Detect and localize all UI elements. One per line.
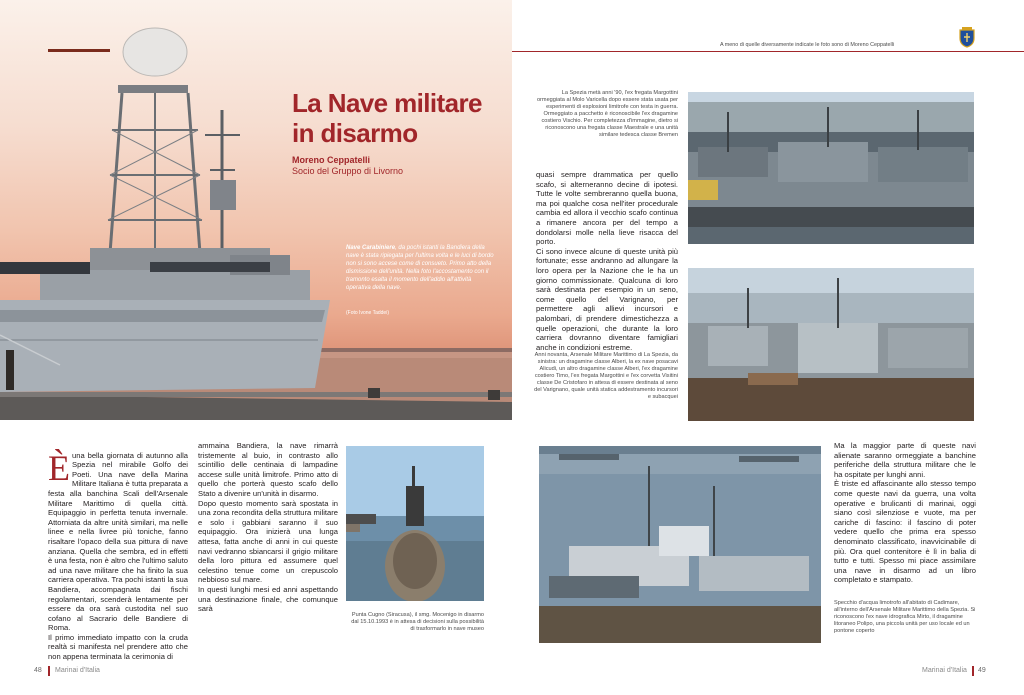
arsenale-ships-photo [688,268,974,421]
caption-margottini: La Spezia metà anni '90, l'ex fregata Margottini ormeggiata al Molo Varicella dopo essere stata usata per esperimenti di esplosioni limitrofe con testa in guerra. Ormeggiato a pacchetto è riconoscibile l'ex dragamine costiero Vischio. Per completezza d'immagine, dietro si riconoscono una fregata classe Maestrale e una unità similare tedesca classe Bremen [536,90,678,138]
body-column-1-text: una bella giornata di autunno alla Spezia nel mirabile Golfo dei Poeti. Una nave della Marina Militare Italiana è tutta preparata a festa alla banchina Scali dell'Arsenale Militare Marittimo di quella città. Equipaggio in perfetta tenuta invernale. Attorniata da altre unità similari, ma nelle linee e nella livree più toniche, fanno risaltare l'opaco della sua pittura di nave anziana. Quella che sembra, ed in effetti è una festa, non è altro che l'ultimo saluto ad una nave militare che ha finito la sua carriera operativa. Tra pochi istanti la sua Bandiera, accompagnata dai fischi regolamentari, scenderà lentamente per essere da ora sarà custodita nel suo cofano al Sacrario delle Bandiere di Roma. Il primo immediato impatto con la cruda realtà si manifesta nel prendere atto che non appena terminata la cerimonia di [48,450,188,662]
hero-caption [346,244,494,292]
body-column-3: quasi sempre drammatica per quello scafo, si alterneranno decine di ipotesi. Tutte le volte sembreranno quella buona, ma poi qualche cosa nell'iter procedurale cambia ed allora il vecchio scafo continua a rimanere ancora per del tempo a dondolarsi molle nella lieve risacca del porto. Ci sono invece alcune di queste unità più fortunate; esse andranno ad allungare la loro opera per la Nazione che le ha un giorno commissionate. Qualcuna di loro sarà destinata per esempio in un seno, come quello del Varignano, per permettere agli allievi incursori e palombari, di prendere dimestichezza a quelle operazioni, che durante la loro carriera dovranno diventare famigliari anche in condizioni estreme. [536,170,678,352]
page-number-left: 48 [34,667,42,674]
article-title-line1: La Nave militare [292,88,482,118]
photo-credit-note: A meno di quelle diversamente indicate le foto sono di Moreno Ceppatelli [720,42,895,48]
right-page [512,0,1024,695]
naval-crest-icon [958,26,976,48]
article-author: Moreno Ceppatelli [292,155,371,165]
footer-brand-left: Marinai d'Italia [55,667,100,674]
caption-arsenale: Anni novanta, Arsenale Militare Marittimo di La Spezia, da sinistra: un dragamine classe Alberi, la ex nave posacavi Alicudi, un altro dragamine classe Alberi, l'ex dragamine costiero Timo, l'ex fregata Margottini e l'ex corvetta Visitini classe De Cristofaro in attesa di essere destinata al seno del Varignano, quale unità statica addestramento incursori e subacquei [534,352,678,400]
body-column-1 [48,441,188,662]
ship-photo-illustration [0,0,512,420]
submarine-photo [346,446,484,601]
article-title [292,88,502,148]
footer-left-tick [48,666,50,676]
hero-caption-lead: Nave Carabiniere [346,245,396,251]
hero-photo-credit: (Foto Ivone Taddei) [346,310,389,316]
article-author-role: Socio del Gruppo di Livorno [292,166,404,176]
ships-varicella-photo [688,92,974,244]
hero-photo [0,0,512,420]
body-column-2: ammaina Bandiera, la nave rimarrà tristemente al buio, in contrasto allo scintillio delle centinaia di lampadine accese sulle unità limitrofe. Primo atto di quello che porterà questo scafo dello Stato a divenire un'unità in disarmo. Dopo questo momento sarà spostata in una zona recondita della struttura militare e solo i gabbiani saranno il suo equipaggio. Ora inizierà una lunga attesa, fatta anche di anni in cui queste navi vedranno sbiancarsi il grigio militare della loro pittura ed assumere quel celestino tenue come un crepuscolo nebbioso sul mare. In questi lunghi mesi ed anni aspettando una destinazione finale, che comunque sarà [198,441,338,614]
cadimare-caption: Specchio d'acqua limotrofo all'abitato di Cadimare, all'interno dell'Arsenale Militare Marittimo della Spezia. Si riconoscono l'ex nave idrografica Mirto, il dragamine litoraneo Polipo, una piccola unità per uso locale ed un pontone coperto [834,600,976,634]
hero-caption-text: , da pochi istanti la Bandiera della nave è stata ripiegata per l'ultima volta e le luci di bordo non si sono accese come di consueto. Primo atto della dismissione dell'unità. Nella foto l'accostamento con il tramonto esalta il momento dell'addio all'attività operativa della nave. [346,245,494,291]
dropcap: È [48,447,70,488]
cadimare-photo [539,446,821,643]
header-rule [512,51,1024,52]
footer-right-tick [972,666,974,676]
footer-brand-right: Marinai d'Italia [922,667,967,674]
article-title-line2: in disarmo [292,118,418,148]
body-column-4: Ma la maggior parte di queste navi alienate saranno ormeggiate a banchine periferiche della struttura militare che le ha ospitate per lunghi anni. È triste ed affascinante allo stesso tempo come queste navi da guerra, una volta operative e brulicanti di marinai, oggi siano così silenziose e vuote, ma per cariche di fascino: il fascino di poter vedere quello che prima era spesso denominato classificato, inavvicinabile di più. Ora quel contenitore è lì in balia di tutto e tutti. Spesso mi piace assimilare una nave in disarmo ad un libro completato e stampato. [834,441,976,585]
title-accent-bar [48,49,110,52]
page-number-right: 49 [978,667,986,674]
submarine-caption: Punta Cugno (Siracusa), il smg. Mocenigo in disarmo dal 15.10.1993 è in attesa di decisioni sulla possibilità di trasformarlo in nave museo [351,612,484,632]
